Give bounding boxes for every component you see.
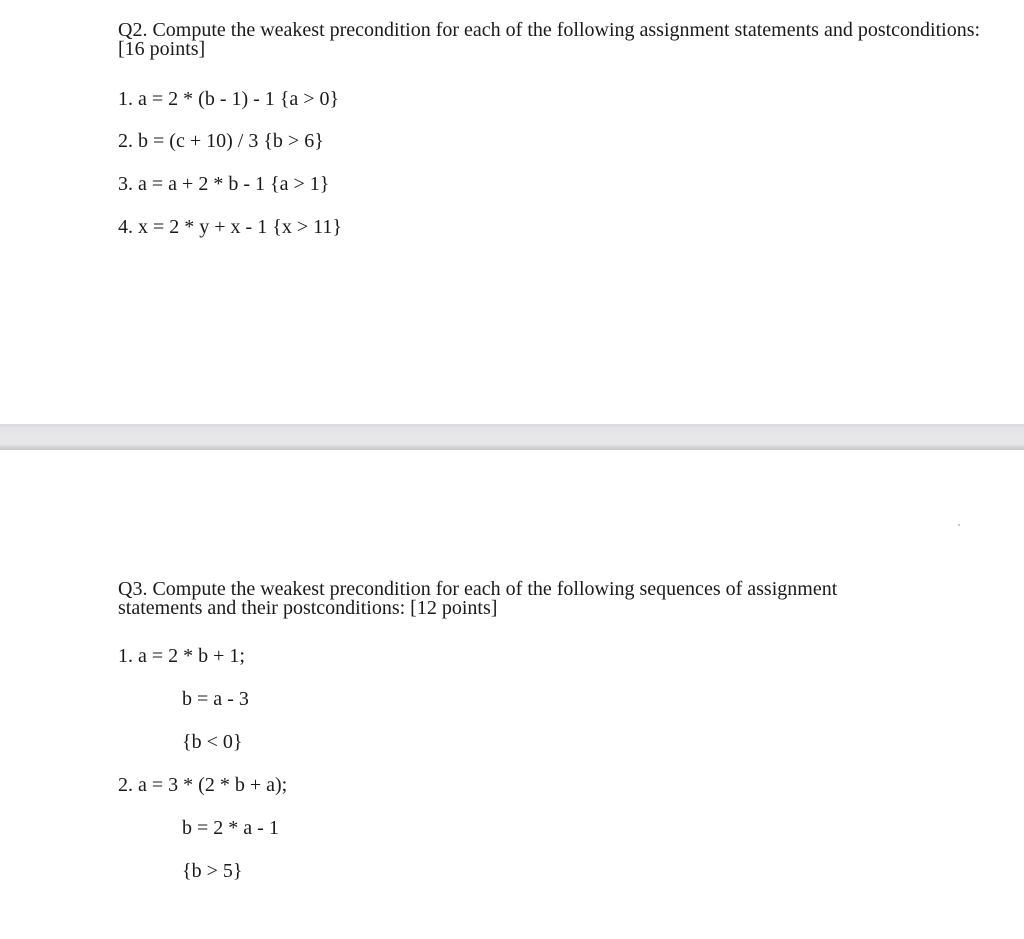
q3-item-2-post: {b > 5} xyxy=(182,860,243,882)
q3-item-1-first: 1. a = 2 * b + 1; xyxy=(118,645,245,667)
q3-prompt-text: Q3. Compute the weakest precondition for each of the following sequences of assignment statements and their postconditions: [12 points] xyxy=(118,578,838,619)
q2-item-4: 4. x = 2 * y + x - 1 {x > 11} xyxy=(118,216,342,238)
q2-item-2: 2. b = (c + 10) / 3 {b > 6} xyxy=(118,130,324,152)
q3-item-1-post: {b < 0} xyxy=(182,731,243,753)
q3-item-2-second: b = 2 * a - 1 xyxy=(182,817,279,839)
q2-item-3: 3. a = a + 2 * b - 1 {a > 1} xyxy=(118,173,330,195)
q2-prompt-text: Q2. Compute the weakest precondition for each of the following assignment statements and postconditions: [16 points] xyxy=(118,19,981,60)
q3-item-2-first: 2. a = 3 * (2 * b + a); xyxy=(118,774,288,796)
q3-item-1-second: b = a - 3 xyxy=(182,688,249,710)
q2-item-1: 1. a = 2 * (b - 1) - 1 {a > 0} xyxy=(118,88,340,110)
page-break-divider xyxy=(0,424,1024,450)
q2-prompt xyxy=(118,21,984,59)
scan-speck xyxy=(958,524,960,526)
q3-prompt xyxy=(118,580,904,618)
